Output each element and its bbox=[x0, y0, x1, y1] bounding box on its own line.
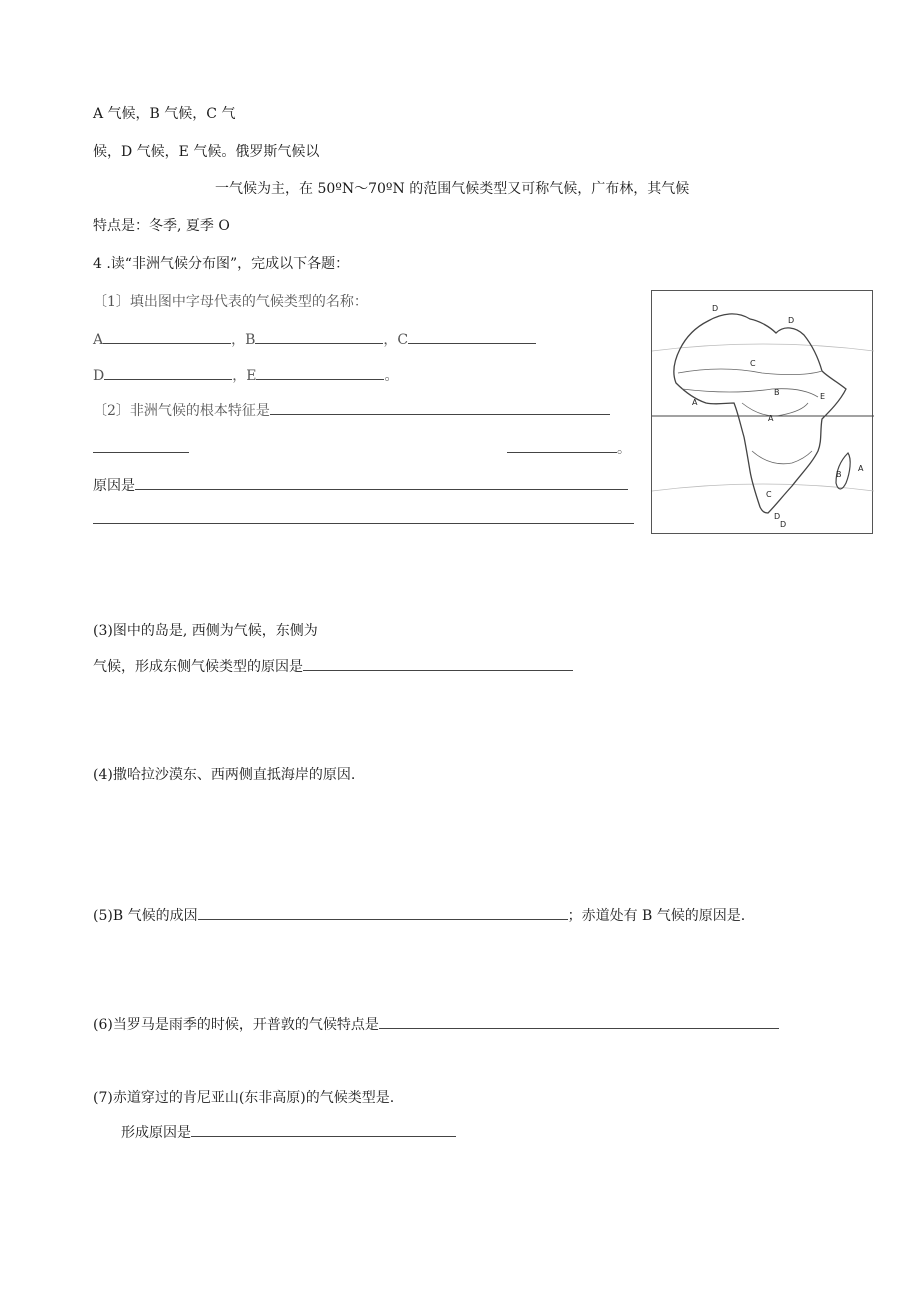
map-label-b-north: B bbox=[774, 388, 780, 397]
period: 。 bbox=[384, 368, 399, 384]
q4b-line: (4)撒哈拉沙漠东、西两侧直抵海岸的原因. bbox=[93, 767, 356, 783]
q5-pre: (5)B 气候的成因 bbox=[93, 908, 198, 924]
s3-line3: 一气候为主，在 50ºN～70ºN 的范围气候类型又可称气候，广布林，其气候 bbox=[215, 181, 690, 197]
feature-blank-2a[interactable] bbox=[93, 438, 189, 453]
q5-cause-blank[interactable] bbox=[198, 905, 568, 920]
reason-label: 原因是 bbox=[93, 478, 135, 494]
zone-boundary-3 bbox=[742, 403, 808, 416]
answer-a-blank[interactable] bbox=[103, 329, 231, 344]
q6-blank[interactable] bbox=[379, 1014, 779, 1029]
q7-row2 bbox=[121, 1122, 456, 1142]
map-label-a-west: A bbox=[692, 398, 698, 407]
africa-map-svg bbox=[652, 291, 874, 535]
map-label-a-center: A bbox=[768, 414, 774, 423]
comma: ， bbox=[383, 332, 398, 348]
s3-line4: 特点是：冬季, 夏季 O bbox=[93, 218, 230, 234]
q7-line2: 形成原因是 bbox=[121, 1125, 191, 1141]
label-a: A bbox=[93, 332, 104, 348]
q6-pre: (6)当罗马是雨季的时候，开普敦的气候特点是 bbox=[93, 1017, 379, 1033]
s3-line2: 候，D 气候，E 气候。俄罗斯气候以 bbox=[93, 144, 320, 160]
map-label-d-south: D bbox=[780, 520, 787, 529]
comma: ， bbox=[231, 332, 246, 348]
q3-line2-row bbox=[93, 656, 573, 676]
label-e: E bbox=[246, 368, 257, 384]
map-label-d-north: D bbox=[712, 304, 719, 313]
africa-climate-map bbox=[651, 290, 873, 534]
map-label-c-south: C bbox=[766, 490, 772, 499]
period: 。 bbox=[617, 441, 631, 457]
reason-blank-2[interactable] bbox=[93, 509, 634, 524]
q5-row bbox=[93, 905, 745, 925]
latitude-line-north bbox=[652, 344, 874, 351]
part2-label: 〔2〕非洲气候的根本特征是 bbox=[93, 403, 270, 419]
label-b: B bbox=[245, 332, 256, 348]
map-label-b-madagascar: B bbox=[836, 470, 842, 479]
reason-row bbox=[93, 475, 628, 495]
zone-boundary-4 bbox=[752, 451, 812, 464]
map-label-d-northeast: D bbox=[788, 316, 795, 325]
q5-post: ；赤道处有 B 气候的原因是. bbox=[567, 908, 746, 924]
map-label-c-north: C bbox=[750, 359, 756, 368]
label-d: D bbox=[93, 368, 105, 384]
q4-de-row bbox=[93, 365, 398, 385]
map-label-a-madagascar: A bbox=[858, 464, 864, 473]
zone-boundary-1 bbox=[678, 369, 822, 375]
q4-title: 4 .读“非洲气候分布图”，完成以下各题： bbox=[93, 256, 350, 272]
map-label-e: E bbox=[820, 392, 826, 401]
q3-line1: (3)图中的岛是, 西侧为气候，东侧为 bbox=[93, 623, 318, 639]
reason-blank[interactable] bbox=[135, 475, 628, 490]
q4-part2-prompt bbox=[93, 400, 610, 420]
q6-row bbox=[93, 1014, 779, 1034]
q7-reason-blank[interactable] bbox=[191, 1122, 456, 1137]
s3-line1: A 气候，B 气候，C 气 bbox=[93, 106, 236, 122]
feature-blank-2b[interactable] bbox=[507, 438, 617, 453]
q3-reason-blank[interactable] bbox=[303, 656, 573, 671]
answer-c-blank[interactable] bbox=[408, 329, 536, 344]
label-c: C bbox=[397, 332, 409, 348]
q3-line2-text: 气候，形成东侧气候类型的原因是 bbox=[93, 659, 303, 675]
q4-part1-prompt: 〔1〕填出图中字母代表的气候类型的名称： bbox=[93, 294, 368, 310]
q7-line1: (7)赤道穿过的肯尼亚山(东非高原)的气候类型是. bbox=[93, 1090, 395, 1106]
feature-blank-row2 bbox=[93, 438, 631, 458]
answer-e-blank[interactable] bbox=[256, 365, 384, 380]
reason-row2 bbox=[93, 509, 634, 528]
answer-b-blank[interactable] bbox=[255, 329, 383, 344]
feature-blank[interactable] bbox=[270, 400, 610, 415]
latitude-line-south bbox=[652, 484, 874, 491]
comma: ， bbox=[232, 368, 247, 384]
zone-boundary-2 bbox=[682, 389, 818, 397]
map-label-d-southwest: D bbox=[774, 512, 781, 521]
q4-ac-row bbox=[93, 329, 536, 349]
answer-d-blank[interactable] bbox=[104, 365, 232, 380]
